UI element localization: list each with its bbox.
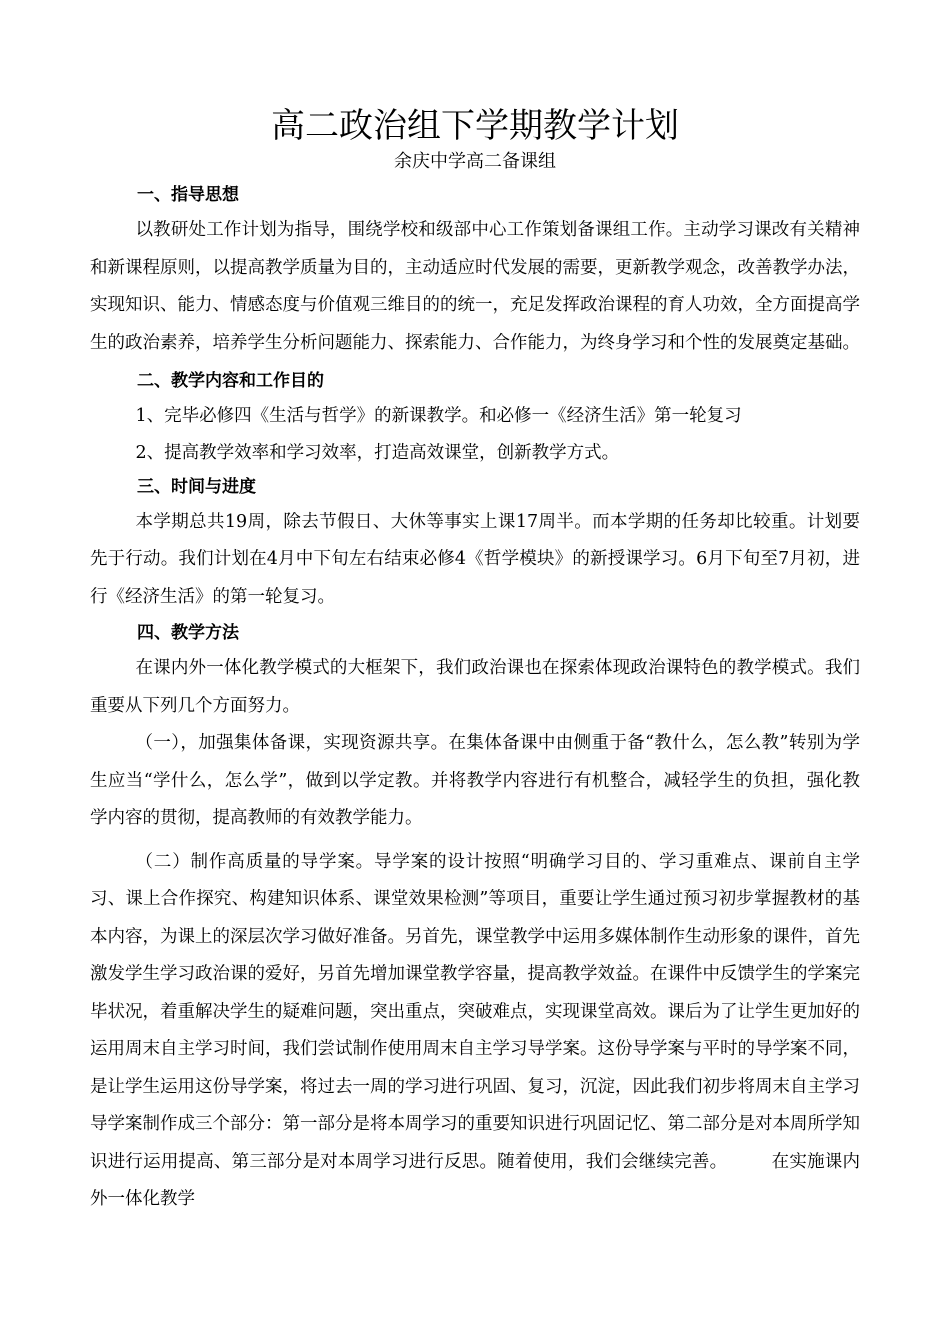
paragraph-goal-1: 1、完毕必修四《生活与哲学》的新课教学。和必修一《经济生活》第一轮复习 <box>135 406 742 426</box>
paragraph-goal-2: 2、提高教学效率和学习效率，打造高效课堂，创新教学方式。 <box>135 442 620 463</box>
section-heading-teaching-methods: 四、教学方法 <box>137 623 239 643</box>
paragraph-method-collective-prep: （一），加强集体备课，实现资源共享。在集体备课中由侧重于备“教什么，怎么教”转别为学生应当“学什么，怎么学”，做到以学定教。并将教学内容进行有机整合，减轻学生的负担，强化教学内容的贯彻，提高教师的有效教学能力。 <box>90 733 860 828</box>
document-page <box>90 98 860 1219</box>
paragraph-method-study-guide: （二）制作高质量的导学案。导学案的设计按照“明确学习目的、学习重难点、课前自主学习、课上合作探究、构建知识体系、课堂效果检测”等项目，重要让学生通过预习初步掌握教材的基本内容，为课上的深层次学习做好准备。另首先，课堂教学中运用多媒体制作生动形象的课件，首先激发学生学习政治课的爱好，另首先增加课堂教学容量，提高教学效益。在课件中反馈学生的学案完毕状况，着重解决学生的疑难问题，突出重点，突破难点，实现课堂高效。课后为了让学生更加好的运用周末自主学习时间，我们尝试制作使用周末自主学习导学案。这份导学案与平时的导学案不同，是让学生运用这份导学案，将过去一周的学习进行巩固、复习，沉淀，因此我们初步将周末自主学习导学案制作成三个部分：第一部分是将本周学习的重要知识进行巩固记忆、第二部分是对本周所学知识进行运用提高、第三部分是对本周学习进行反思。随着使用，我们会继续完善。 在实施课内外一体化教学 <box>90 851 860 1209</box>
paragraph-schedule: 本学期总共19周，除去节假日、大休等事实上课17周半。而本学期的任务却比较重。计划要先于行动。我们计划在4月中下旬左右结束必修4《哲学模块》的新授课学习。6月下旬至7月初，进行《经济生活》的第一轮复习。 <box>90 511 860 607</box>
paragraph-guiding-thought: 以教研处工作计划为指导，围绕学校和级部中心工作策划备课组工作。主动学习课改有关精神和新课程原则，以提高教学质量为目的，主动适应时代发展的需要，更新教学观念，改善教学办法，实现知识、能力、情感态度与价值观三维目的的统一，充足发挥政治课程的育人功效，全方面提高学生的政治素养，培养学生分析问题能力、探索能力、合作能力，为终身学习和个性的发展奠定基础。 <box>90 220 860 353</box>
document-title: 高二政治组下学期教学计划 <box>271 106 679 146</box>
section-heading-content-goals: 二、教学内容和工作目的 <box>137 371 324 391</box>
document-subtitle: 余庆中学高二备课组 <box>394 151 556 172</box>
section-heading-guiding-thought: 一、指导思想 <box>137 185 239 205</box>
section-heading-schedule: 三、时间与进度 <box>137 476 256 497</box>
paragraph-methods-intro: 在课内外一体化教学模式的大框架下，我们政治课也在探索体现政治课特色的教学模式。我们重要从下列几个方面努力。 <box>90 658 860 716</box>
